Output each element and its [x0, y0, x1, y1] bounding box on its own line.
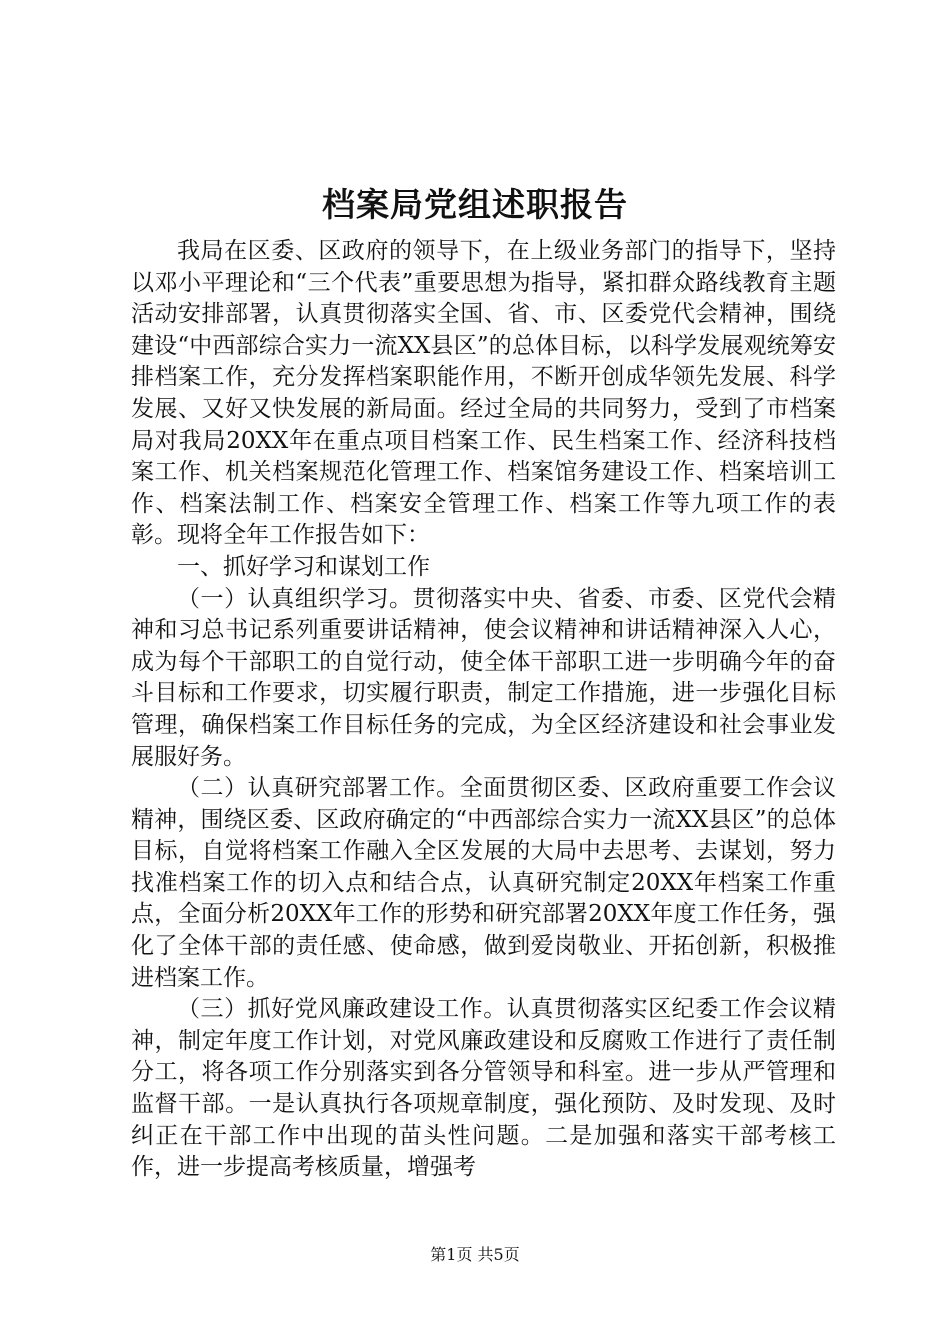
- intro-paragraph: 我局在区委、区政府的领导下，在上级业务部门的指导下，坚持以邓小平理论和“三个代表”重要思想为指导，紧扣群众路线教育主题活动安排部署，认真贯彻落实全国、省、市、区委党代会精神，围绕建设“中西部综合实力一流XX县区”的总体目标，以科学发展观统筹安排档案工作，充分发挥档案职能作用，不断开创成华领先发展、科学发展、又好又快发展的新局面。经过全局的共同努力，受到了市档案局对我局20XX年在重点项目档案工作、民生档案工作、经济科技档案工作、机关档案规范化管理工作、档案馆务建设工作、档案培训工作、档案法制工作、档案安全管理工作、档案工作等九项工作的表彰。现将全年工作报告如下：: [131, 238, 836, 549]
- paragraph-study: （一）认真组织学习。贯彻落实中央、省委、市委、区党代会精神和习总书记系列重要讲话精神，使会议精神和讲话精神深入人心，成为每个干部职工的自觉行动，使全体干部职工进一步明确今年的奋斗目标和工作要求，切实履行职责，制定工作措施，进一步强化目标管理，确保档案工作目标任务的完成，为全区经济建设和社会事业发展服好务。: [131, 585, 836, 770]
- page-footer: 第1页 共5页: [430, 1245, 520, 1264]
- document-body: [131, 236, 836, 1184]
- document-title: 档案局党组述职报告: [322, 185, 628, 224]
- paragraph-planning: （二）认真研究部署工作。全面贯彻区委、区政府重要工作会议精神，围绕区委、区政府确定的“中西部综合实力一流XX县区”的总体目标，自觉将档案工作融入全区发展的大局中去思考、去谋划，努力找准档案工作的切入点和结合点，认真研究制定20XX年档案工作重点，全面分析20XX年工作的形势和研究部署20XX年度工作任务，强化了全体干部的责任感、使命感，做到爱岗敬业、开拓创新，积极推进档案工作。: [131, 775, 836, 991]
- paragraph-integrity: （三）抓好党风廉政建设工作。认真贯彻落实区纪委工作会议精神，制定年度工作计划，对党风廉政建设和反腐败工作进行了责任制分工，将各项工作分别落实到各分管领导和科室。进一步从严管理和监督干部。一是认真执行各项规章制度，强化预防、及时发现、及时纠正在干部工作中出现的苗头性问题。二是加强和落实干部考核工作，进一步提高考核质量，增强考: [131, 996, 836, 1181]
- section-heading: 一、抓好学习和谋划工作: [177, 553, 430, 580]
